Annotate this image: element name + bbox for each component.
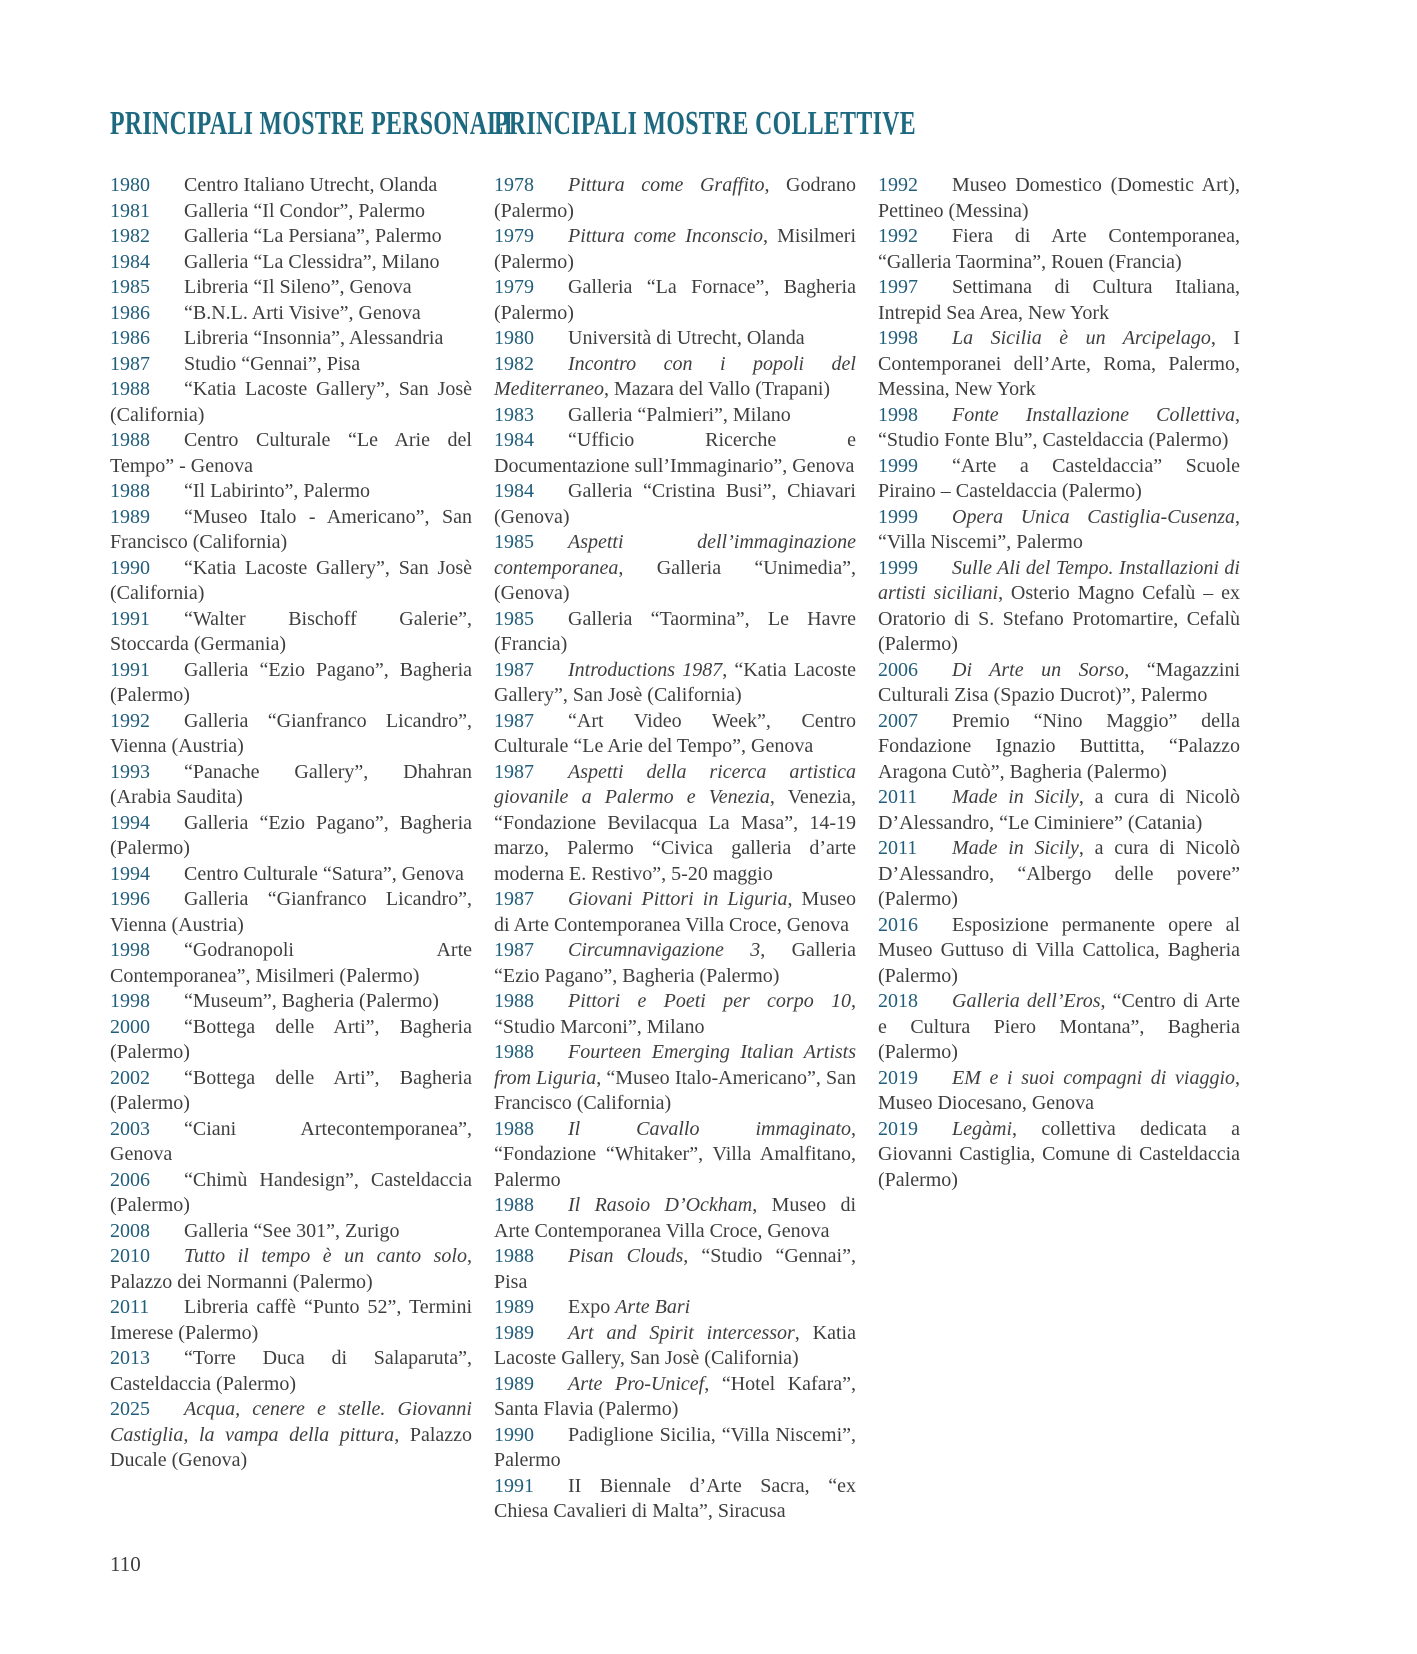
entry-text: Libreria “Il Sileno”, Genova (184, 276, 412, 298)
entry-year: 1990 (110, 556, 150, 579)
entry-year: 1991 (110, 607, 150, 630)
entry-text: Galleria “Ezio Pagano”, Bagheria (Palermo) (110, 811, 472, 859)
exhibition-entry (494, 275, 856, 326)
entry-text: “Godranopoli Arte Contemporanea”, Misilmeri (Palermo) (110, 939, 472, 987)
entry-text: , “Studio “Gennai”, Pisa (494, 1245, 856, 1293)
entry-year: 1978 (494, 174, 534, 196)
entry-text: , a cura di Nicolò D’Alessandro, “Le Ciminiere” (Catania) (878, 786, 1240, 834)
entry-text: , “Fondazione “Whitaker”, Villa Amalfitano, Palermo (494, 1117, 856, 1191)
exhibition-entry (110, 938, 472, 989)
exhibition-entry (878, 224, 1240, 275)
entry-text: , Galleria “Ezio Pagano”, Bagheria (Palermo) (494, 939, 856, 987)
exhibition-entry (494, 989, 856, 1040)
exhibition-entry (494, 224, 856, 275)
exhibition-entry (110, 1295, 472, 1346)
entry-text: “Katia Lacoste Gallery”, San Josè (California) (110, 378, 472, 426)
entry-title-italic: Art and Spirit intercessor (568, 1321, 795, 1344)
entry-year: 1979 (494, 276, 534, 298)
entry-year: 1987 (494, 939, 534, 961)
exhibition-entry (110, 887, 472, 938)
entry-year: 1987 (494, 658, 534, 681)
entry-title-italic: Fonte Installazione Collettiva (952, 403, 1235, 426)
entry-text: Galleria “Il Condor”, Palermo (184, 199, 426, 222)
exhibition-entry (494, 173, 856, 224)
entry-title-italic: Pittura come Graffito (568, 174, 765, 196)
entry-text: Galleria “Palmieri”, Milano (568, 403, 791, 426)
entry-text: Galleria “La Persiana”, Palermo (184, 225, 442, 247)
entry-year: 1997 (878, 276, 918, 298)
exhibition-entry (878, 275, 1240, 326)
entry-year: 1989 (110, 505, 150, 528)
entry-text: , “Centro di Arte e Cultura Piero Montana”, Bagheria (Palermo) (878, 990, 1240, 1063)
entry-year: 2006 (110, 1168, 150, 1191)
entry-title-italic: La Sicilia è un Arcipelago (952, 327, 1211, 349)
exhibition-entry (110, 352, 472, 378)
entry-title-italic: Giovani Pittori in Liguria (568, 888, 788, 910)
entry-year: 1987 (494, 709, 534, 732)
exhibition-entry (110, 709, 472, 760)
entry-year: 1982 (110, 225, 150, 247)
entry-year: 2019 (878, 1117, 918, 1140)
entry-text: Libreria “Insonnia”, Alessandria (184, 327, 444, 349)
exhibition-entry (878, 709, 1240, 786)
entry-year: 1998 (110, 990, 150, 1012)
entry-text: “Bottega delle Arti”, Bagheria (Palermo) (110, 1015, 472, 1063)
entry-text: Galleria “La Fornace”, Bagheria (Palermo) (494, 276, 856, 324)
entry-text: “Torre Duca di Salaparuta”, Casteldaccia (Palermo) (110, 1347, 472, 1395)
exhibition-entry (494, 1040, 856, 1117)
entry-text: , “Villa Niscemi”, Palermo (878, 505, 1240, 553)
exhibition-entry (878, 1117, 1240, 1194)
entry-text: , “Katia Lacoste Gallery”, San Josè (California) (494, 658, 857, 706)
entry-title-italic: Arte Bari (615, 1296, 691, 1318)
entry-text: “Bottega delle Arti”, Bagheria (Palermo) (110, 1066, 472, 1114)
entry-title-italic: Aspetti della ricerca artistica giovanile a Palermo e Venezia (494, 760, 856, 808)
exhibition-entry (110, 1397, 472, 1474)
exhibition-entry (878, 989, 1240, 1066)
entry-year: 2008 (110, 1219, 150, 1242)
entry-text: Settimana di Cultura Italiana, Intrepid Sea Area, New York (878, 276, 1240, 324)
entry-text: , Palazzo dei Normanni (Palermo) (110, 1245, 472, 1293)
entry-year: 1982 (494, 352, 534, 375)
entry-year: 1998 (878, 403, 918, 426)
entry-text: Centro Culturale “Le Arie del Tempo” - Genova (110, 429, 472, 477)
entry-text: “Panache Gallery”, Dhahran (Arabia Saudita) (110, 760, 472, 808)
entry-year: 1992 (878, 174, 918, 196)
exhibition-entry (110, 326, 472, 352)
entry-year: 1986 (110, 301, 150, 324)
exhibition-entry (494, 709, 856, 760)
entry-text: , Osterio Magno Cefalù – ex Oratorio di S. Stefano Protomartire, Cefalù (Palermo) (878, 582, 1240, 655)
entry-title-italic: Pittura come Inconscio (568, 225, 763, 247)
entry-text: Padiglione Sicilia, “Villa Niscemi”, Palermo (494, 1423, 856, 1471)
entry-title-italic: Made in Sicily (952, 786, 1079, 808)
entry-text: , Godrano (Palermo) (494, 174, 856, 222)
entry-text: Studio “Gennai”, Pisa (184, 352, 361, 375)
entry-text: “B.N.L. Arti Visive”, Genova (184, 301, 421, 324)
entry-text: “Katia Lacoste Gallery”, San Josè (California) (110, 556, 472, 604)
entry-text: , Mazara del Vallo (Trapani) (603, 378, 831, 400)
entry-text: “Museo Italo - Americano”, San Francisco (California) (110, 505, 472, 553)
entry-text: Università di Utrecht, Olanda (568, 327, 805, 349)
exhibition-entry (110, 505, 472, 556)
exhibition-entry (878, 836, 1240, 913)
exhibition-entry (110, 862, 472, 888)
exhibition-entry (110, 250, 472, 276)
entry-text: , “Magazzini Culturali Zisa (Spazio Ducrot)”, Palermo (878, 658, 1241, 706)
entry-text: , “Studio Marconi”, Milano (494, 990, 856, 1038)
entry-title-italic: Incontro con i popoli del Mediterraneo (494, 352, 856, 400)
exhibition-entry (878, 505, 1240, 556)
entry-text: Galleria “See 301”, Zurigo (184, 1219, 400, 1242)
entry-year: 1985 (494, 531, 534, 553)
entry-year: 1999 (878, 505, 918, 528)
entry-year: 1988 (494, 990, 534, 1012)
entry-title-italic: Made in Sicily (952, 837, 1079, 859)
entry-text: , Misilmeri (Palermo) (494, 225, 857, 273)
exhibition-entry (494, 1244, 856, 1295)
exhibition-entry (110, 1219, 472, 1245)
exhibition-entry (494, 1474, 856, 1525)
entry-year: 1999 (878, 556, 918, 579)
entry-text: “Art Video Week”, Centro Culturale “Le Arie del Tempo”, Genova (494, 709, 856, 757)
entry-year: 2010 (110, 1245, 150, 1267)
entry-year: 2003 (110, 1117, 150, 1140)
exhibition-entry (110, 1066, 472, 1117)
exhibition-entry (110, 301, 472, 327)
entry-text: “Arte a Casteldaccia” Scuole Piraino – Casteldaccia (Palermo) (878, 454, 1240, 502)
entry-year: 1994 (110, 862, 150, 885)
entry-title-italic: Di Arte un Sorso (952, 658, 1125, 681)
exhibition-entry (878, 173, 1240, 224)
entry-title-italic: Tutto il tempo è un canto solo (184, 1245, 467, 1267)
exhibition-entry (110, 1015, 472, 1066)
exhibition-entry (494, 1117, 856, 1194)
exhibition-entry (494, 1423, 856, 1474)
exhibition-entry (494, 1321, 856, 1372)
entry-text: Galleria “Taormina”, Le Havre (Francia) (494, 607, 856, 655)
entry-text: , Museo Diocesano, Genova (878, 1066, 1240, 1114)
exhibition-entry (110, 479, 472, 505)
personali-heading: PRINCIPALI MOSTRE PERSONALI (110, 105, 514, 142)
entry-year: 2011 (878, 786, 918, 808)
entry-title-italic: Circumnavigazione 3 (568, 939, 761, 961)
entry-year: 2013 (110, 1347, 150, 1369)
exhibition-entry (494, 1372, 856, 1423)
entry-year: 1989 (494, 1372, 534, 1395)
exhibition-entry (878, 556, 1240, 658)
entry-year: 2011 (110, 1296, 150, 1318)
collettive-header-spacer (878, 105, 1240, 173)
exhibition-entry (878, 913, 1240, 990)
entry-title-italic: Opera Unica Castiglia-Cusenza (952, 505, 1235, 528)
entry-year: 1998 (878, 327, 918, 349)
personali-header (110, 105, 514, 173)
entry-text: Esposizione permanente opere al Museo Guttuso di Villa Cattolica, Bagheria (Palermo) (878, 913, 1240, 987)
entry-year: 1984 (110, 250, 150, 273)
entry-text: “Chimù Handesign”, Casteldaccia (Palermo) (110, 1168, 472, 1216)
entry-title-italic: Aspetti dell’immaginazione contemporanea (494, 531, 856, 579)
entry-text: , “Studio Fonte Blu”, Casteldaccia (Palermo) (878, 403, 1240, 451)
entry-year: 1990 (494, 1423, 534, 1446)
content-columns (110, 105, 1240, 1525)
entry-year: 1991 (110, 658, 150, 681)
collettive-entries-col-b (878, 173, 1240, 1193)
entry-title-italic: Fourteen Emerging Italian Artists from Liguria (494, 1041, 856, 1089)
entry-year: 1983 (494, 403, 534, 426)
entry-text: Centro Culturale “Satura”, Genova (184, 862, 464, 885)
entry-title-italic: Legàmi (952, 1117, 1012, 1140)
entry-year: 2011 (878, 837, 918, 859)
entry-text: Museo Domestico (Domestic Art), Pettineo (Messina) (878, 174, 1240, 222)
exhibition-entry (110, 224, 472, 250)
exhibition-entry (494, 658, 856, 709)
entry-text: , Galleria “Unimedia”, (Genova) (494, 556, 856, 604)
exhibition-entry (110, 658, 472, 709)
entry-year: 1988 (494, 1245, 534, 1267)
entry-text: Expo (568, 1296, 616, 1318)
exhibition-entry (494, 352, 856, 403)
entry-year: 2018 (878, 990, 918, 1012)
entry-year: 2002 (110, 1066, 150, 1089)
entry-year: 1988 (110, 429, 150, 451)
entry-text: , a cura di Nicolò D’Alessandro, “Albergo delle povere” (Palermo) (878, 837, 1240, 910)
entry-year: 1988 (110, 378, 150, 400)
entry-text: “Il Labirinto”, Palermo (184, 480, 371, 502)
exhibition-entry (110, 1168, 472, 1219)
exhibition-entry (494, 403, 856, 429)
exhibition-entry (494, 760, 856, 888)
exhibition-entry (110, 428, 472, 479)
entry-text: Galleria “Cristina Busi”, Chiavari (Genova) (494, 480, 856, 528)
entry-year: 2007 (878, 709, 918, 732)
entry-year: 1992 (110, 709, 150, 732)
entry-year: 1999 (878, 454, 918, 477)
entry-year: 1985 (110, 276, 150, 298)
entry-year: 1986 (110, 327, 150, 349)
entry-year: 1985 (494, 607, 534, 630)
entry-text: , Venezia, “Fondazione Bevilacqua La Masa”, 14-19 marzo, Palermo “Civica galleria d’arte moderna E. Restivo”, 5-20 maggio (494, 786, 856, 885)
entry-year: 1992 (878, 225, 918, 247)
column-collettive-b (878, 105, 1240, 1525)
entry-year: 1980 (110, 174, 150, 196)
entry-text: , “Museo Italo-Americano”, San Francisco (California) (494, 1066, 857, 1114)
exhibition-entry (110, 1244, 472, 1295)
entry-text: Galleria “Ezio Pagano”, Bagheria (Palermo) (110, 658, 472, 706)
entry-text: Libreria caffè “Punto 52”, Termini Imerese (Palermo) (110, 1296, 472, 1344)
exhibition-entry (878, 1066, 1240, 1117)
exhibition-entry (110, 199, 472, 225)
exhibition-entry (494, 887, 856, 938)
entry-title-italic: Arte Pro-Unicef (568, 1372, 705, 1395)
entry-year: 1991 (494, 1474, 534, 1497)
entry-year: 1993 (110, 760, 150, 783)
entry-title-italic: Il Cavallo immaginato (568, 1117, 851, 1140)
entry-year: 1987 (494, 888, 534, 910)
entry-text: Galleria “La Clessidra”, Milano (184, 250, 440, 273)
exhibition-entry (494, 607, 856, 658)
entry-text: , Katia Lacoste Gallery, San Josè (California) (494, 1321, 856, 1369)
entry-year: 1981 (110, 199, 150, 222)
entry-text: Fiera di Arte Contemporanea, “Galleria Taormina”, Rouen (Francia) (878, 225, 1240, 273)
exhibition-entry (494, 326, 856, 352)
entry-title-italic: Acqua, cenere e stelle. Giovanni Castiglia, la vampa della pittura (110, 1398, 472, 1446)
entry-text: “Ufficio Ricerche e Documentazione sull’Immaginario”, Genova (494, 429, 856, 477)
exhibition-entry (110, 811, 472, 862)
entry-year: 1998 (110, 939, 150, 961)
entry-text: , Museo di Arte Contemporanea Villa Croce, Genova (494, 1194, 856, 1242)
entry-title-italic: Galleria dell’Eros (952, 990, 1101, 1012)
entry-text: “Museum”, Bagheria (Palermo) (184, 990, 439, 1012)
entry-year: 2025 (110, 1398, 150, 1420)
entry-year: 1984 (494, 480, 534, 502)
entry-year: 1989 (494, 1296, 534, 1318)
entry-year: 1988 (110, 480, 150, 502)
exhibition-entry (110, 760, 472, 811)
collettive-entries-col-a (494, 173, 856, 1525)
entry-title-italic: Introductions 1987 (568, 658, 723, 681)
entry-text: Galleria “Gianfranco Licandro”, Vienna (Austria) (110, 709, 472, 757)
exhibition-entry (878, 326, 1240, 403)
entry-text: , “Hotel Kafara”, Santa Flavia (Palermo) (494, 1372, 856, 1420)
entry-year: 1996 (110, 888, 150, 910)
entry-text: Galleria “Gianfranco Licandro”, Vienna (Austria) (110, 888, 472, 936)
exhibition-entry (110, 377, 472, 428)
entry-year: 1988 (494, 1041, 534, 1063)
entry-text: II Biennale d’Arte Sacra, “ex Chiesa Cavalieri di Malta”, Siracusa (494, 1474, 856, 1522)
entry-title-italic: Il Rasoio D’Ockham (568, 1194, 753, 1216)
entry-text: Premio “Nino Maggio” della Fondazione Ignazio Buttitta, “Palazzo Aragona Cutò”, Bagheria (Palermo) (878, 709, 1240, 783)
exhibition-entry (110, 1346, 472, 1397)
exhibition-entry (878, 658, 1240, 709)
entry-text: Centro Italiano Utrecht, Olanda (184, 174, 438, 196)
entry-year: 2006 (878, 658, 918, 681)
entry-year: 1987 (110, 352, 150, 375)
entry-year: 1987 (494, 760, 534, 783)
exhibition-entry (878, 403, 1240, 454)
exhibition-entry (110, 556, 472, 607)
collettive-header (494, 105, 916, 173)
entry-year: 1994 (110, 811, 150, 834)
exhibition-entry (494, 428, 856, 479)
entry-title-italic: Pittori e Poeti per corpo 10 (568, 990, 851, 1012)
entry-year: 1984 (494, 429, 534, 451)
personali-entries (110, 173, 472, 1474)
entry-year: 1980 (494, 327, 534, 349)
exhibition-entry (494, 1295, 856, 1321)
entry-year: 2019 (878, 1066, 918, 1089)
collettive-heading: PRINCIPALI MOSTRE COLLETTIVE (494, 105, 916, 142)
entry-title-italic: Pisan Clouds (568, 1245, 684, 1267)
entry-year: 1979 (494, 225, 534, 247)
exhibition-entry (110, 989, 472, 1015)
exhibition-entry (110, 1117, 472, 1168)
entry-text: , I Contemporanei dell’Arte, Roma, Palermo, Messina, New York (878, 327, 1240, 400)
exhibition-entry (494, 1193, 856, 1244)
entry-year: 2016 (878, 913, 918, 936)
exhibition-entry (878, 785, 1240, 836)
entry-title-italic: Sulle Ali del Tempo. Installazioni di artisti siciliani (878, 556, 1240, 604)
entry-title-italic: EM e i suoi compagni di viaggio (952, 1066, 1235, 1089)
entry-year: 1988 (494, 1117, 534, 1140)
entry-text: , collettiva dedicata a Giovanni Castiglia, Comune di Casteldaccia (Palermo) (878, 1117, 1240, 1191)
entry-year: 1988 (494, 1194, 534, 1216)
exhibition-entry (878, 454, 1240, 505)
entry-text: , Palazzo Ducale (Genova) (110, 1423, 473, 1471)
entry-text: “Ciani Artecontemporanea”, Genova (110, 1117, 472, 1165)
exhibition-entry (494, 938, 856, 989)
page-number: 110 (110, 1552, 141, 1576)
entry-text: “Walter Bischoff Galerie”, Stoccarda (Germania) (110, 607, 472, 655)
entry-year: 2000 (110, 1015, 150, 1038)
exhibition-entry (110, 275, 472, 301)
exhibition-entry (110, 607, 472, 658)
exhibition-entry (494, 479, 856, 530)
entry-year: 1989 (494, 1321, 534, 1344)
exhibition-entry (494, 530, 856, 607)
exhibition-entry (110, 173, 472, 199)
entry-text: , Museo di Arte Contemporanea Villa Croce, Genova (494, 888, 856, 936)
